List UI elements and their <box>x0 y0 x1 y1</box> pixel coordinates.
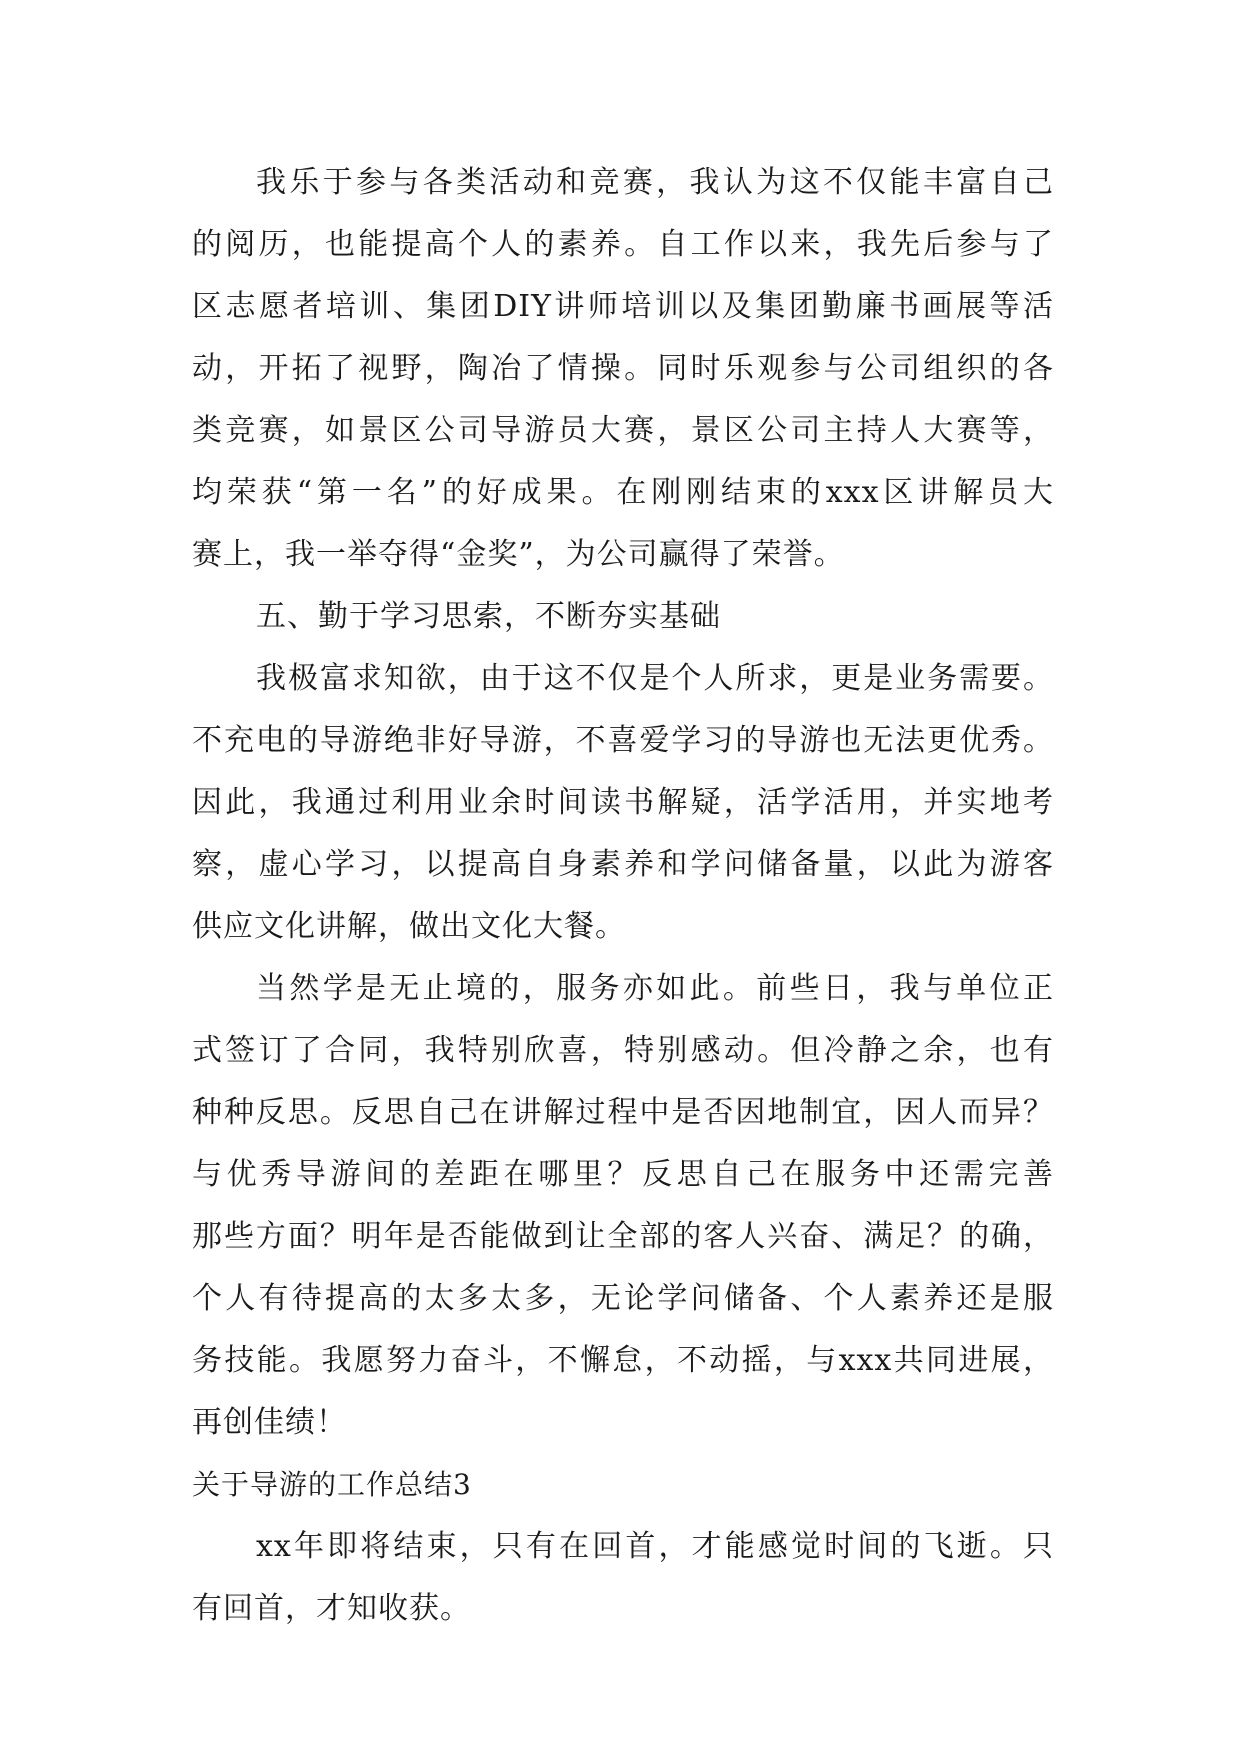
paragraph <box>192 1516 1054 1640</box>
paragraph <box>192 152 1054 586</box>
text-line: 均荣获“第一名”的好成果。在刚刚结束的xxx区讲解员大 <box>192 475 1054 510</box>
text-line: 我乐于参与各类活动和竞赛，我认为这不仅能丰富自己 <box>256 165 1054 200</box>
article-heading: 关于导游的工作总结3 <box>192 1468 472 1501</box>
text-line: 我极富求知欲，由于这不仅是个人所求，更是业务需要。 <box>256 661 1054 696</box>
text-line: 不充电的导游绝非好导游，不喜爱学习的导游也无法更优秀。 <box>192 723 1054 758</box>
text-line: 类竞赛，如景区公司导游员大赛，景区公司主持人大赛等， <box>192 413 1054 448</box>
text-line: 有回首，才知收获。 <box>192 1591 471 1626</box>
text-line: 那些方面？明年是否能做到让全部的客人兴奋、满足？的确， <box>192 1219 1054 1254</box>
text-line: 个人有待提高的太多太多，无论学问储备、个人素养还是服 <box>192 1281 1054 1316</box>
text-line: 当然学是无止境的，服务亦如此。前些日，我与单位正 <box>256 971 1054 1006</box>
text-line: xx年即将结束，只有在回首，才能感觉时间的飞逝。只 <box>256 1529 1054 1564</box>
text-line: 因此，我通过利用业余时间读书解疑，活学活用，并实地考 <box>192 785 1054 820</box>
text-line: 与优秀导游间的差距在哪里？反思自己在服务中还需完善 <box>192 1157 1054 1192</box>
text-line: 赛上，我一举夺得“金奖”，为公司赢得了荣誉。 <box>192 537 845 572</box>
text-line: 动，开拓了视野，陶冶了情操。同时乐观参与公司组织的各 <box>192 351 1054 386</box>
paragraph <box>192 958 1054 1454</box>
text-line: 察，虚心学习，以提高自身素养和学问储备量，以此为游客 <box>192 847 1054 882</box>
text-line: 种种反思。反思自己在讲解过程中是否因地制宜，因人而异？ <box>192 1095 1054 1130</box>
paragraph <box>192 648 1054 958</box>
text-line: 五、勤于学习思索，不断夯实基础 <box>256 599 721 634</box>
text-line: 务技能。我愿努力奋斗，不懈怠，不动摇，与xxx共同进展， <box>192 1343 1054 1378</box>
text-line: 式签订了合同，我特别欣喜，特别感动。但冷静之余，也有 <box>192 1033 1054 1068</box>
text-line: 区志愿者培训、集团DIY讲师培训以及集团勤廉书画展等活 <box>192 289 1054 324</box>
text-line: 的阅历，也能提高个人的素养。自工作以来，我先后参与了 <box>192 227 1054 262</box>
text-line: 供应文化讲解，做出文化大餐。 <box>192 909 626 944</box>
section-heading <box>192 586 1054 648</box>
text-line: 再创佳绩！ <box>192 1405 347 1440</box>
document-page <box>192 152 1054 1640</box>
